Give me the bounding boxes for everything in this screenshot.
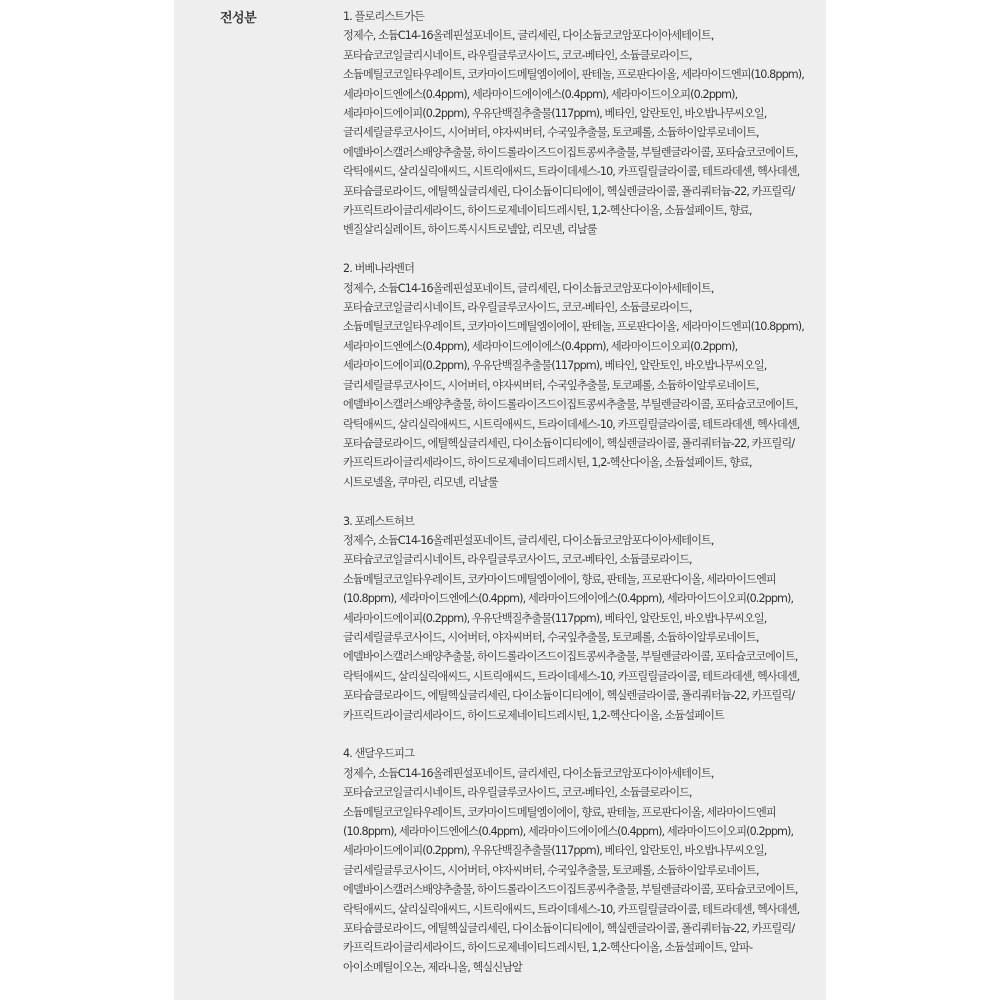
product-name: 4. 샌달우드피그 [343,747,414,761]
product-block [343,512,805,725]
ingredient-text: 정제수, 소듐C14-16올레핀설포네이트, 글리세린, 다이소듐코코암포다이아세테이트, 포타슘코코일글리시네이트, 라우릴글루코사이드, 코코-베타인, 소듐클로라이드, 소듐메틸코코일타우레이트, 코카마이드메틸엠이에이, 향료, 판테놀, 프로판다이올, 세라마이드엔피(10.8ppm), 세라마이드엔에스(0.4ppm), 세라마이드에이에스(0.4ppm), 세라마이드이오피(0.2ppm), 세라마이드에이피(0.2ppm), 우유단백질추출물(117ppm), 베타인, 알란토인, 바오밥나무씨오일, 글리세릴글루코사이드, 시어버터, 야자씨버터, 수국잎추출물, 토코페롤, 소듐하이알루로네이트, 에델바이스캘러스배양추출물, 하이드롤라이즈드이집트콩씨추출물, 부틸렌글라이콜, 포타슘코코에이트, 락틱애씨드, 살리실릭애씨드, 시트릭애씨드, 트라이데세스-10, 카프릴릴글라이콜, 테트라데센, 헥사데센, 포타슘클로라이드, 에틸헥실글리세린, 다이소듐이디티에이, 헥실렌글라이콜, 폴리쿼터늄-22, 카프릴릭/카프릭트라이글리세라이드, 하이드로제네이티드레시틴, 1,2-헥산다이올, 소듐설페이트, 알파-아이소메틸이오논, 제라니올, 헥실신남알 [343,766,800,974]
ingredient-text: 정제수, 소듐C14-16올레핀설포네이트, 글리세린, 다이소듐코코암포다이아세테이트, 포타슘코코일글리시네이트, 라우릴글루코사이드, 코코-베타인, 소듐클로라이드, 소듐메틸코코일타우레이트, 코카마이드메틸엠이에이, 판테놀, 프로판다이올, 세라마이드엔피(10.8ppm), 세라마이드엔에스(0.4ppm), 세라마이드에이에스(0.4ppm), 세라마이드이오피(0.2ppm), 세라마이드에이피(0.2ppm), 우유단백질추출물(117ppm), 베타인, 알란토인, 바오밥나무씨오일, 글리세릴글루코사이드, 시어버터, 야자씨버터, 수국잎추출물, 토코페롤, 소듐하이알루로네이트, 에델바이스캘러스배양추출물, 하이드롤라이즈드이집트콩씨추출물, 부틸렌글라이콜, 포타슘코코에이트, 락틱애씨드, 살리실릭애씨드, 시트릭애씨드, 트라이데세스-10, 카프릴릴글라이콜, 테트라데센, 헥사데센, 포타슘클로라이드, 에틸헥실글리세린, 다이소듐이디티에이, 헥실렌글라이콜, 폴리쿼터늄-22, 카프릴릭/카프릭트라이글리세라이드, 하이드로제네이티드레시틴, 1,2-헥산다이올, 소듐설페이트, 향료, 벤질살리실레이트, 하이드록시시트로넬알, 리모넨, 리날룰 [343,29,804,237]
section-label: 전성분 [220,11,257,26]
ingredients-list [343,7,805,997]
ingredient-text: 정제수, 소듐C14-16올레핀설포네이트, 글리세린, 다이소듐코코암포다이아세테이트, 포타슘코코일글리시네이트, 라우릴글루코사이드, 코코-베타인, 소듐클로라이드, 소듐메틸코코일타우레이트, 코카마이드메틸엠이에이, 향료, 판테놀, 프로판다이올, 세라마이드엔피(10.8ppm), 세라마이드엔에스(0.4ppm), 세라마이드에이에스(0.4ppm), 세라마이드이오피(0.2ppm), 세라마이드에이피(0.2ppm), 우유단백질추출물(117ppm), 베타인, 알란토인, 바오밥나무씨오일, 글리세릴글루코사이드, 시어버터, 야자씨버터, 수국잎추출물, 토코페롤, 소듐하이알루로네이트, 에델바이스캘러스배양추출물, 하이드롤라이즈드이집트콩씨추출물, 부틸렌글라이콜, 포타슘코코에이트, 락틱애씨드, 살리실릭애씨드, 시트릭애씨드, 트라이데세스-10, 카프릴릴글라이콜, 테트라데센, 헥사데센, 포타슘클로라이드, 에틸헥실글리세린, 다이소듐이디티에이, 헥실렌글라이콜, 폴리쿼터늄-22, 카프릴릭/카프릭트라이글리세라이드, 하이드로제네이티드레시틴, 1,2-헥산다이올, 소듐설페이트 [343,533,800,722]
product-block [343,744,805,977]
ingredient-text: 정제수, 소듐C14-16올레핀설포네이트, 글리세린, 다이소듐코코암포다이아세테이트, 포타슘코코일글리시네이트, 라우릴글루코사이드, 코코-베타인, 소듐클로라이드, 소듐메틸코코일타우레이트, 코카마이드메틸엠이에이, 판테놀, 프로판다이올, 세라마이드엔피(10.8ppm), 세라마이드엔에스(0.4ppm), 세라마이드에이에스(0.4ppm), 세라마이드이오피(0.2ppm), 세라마이드에이피(0.2ppm), 우유단백질추출물(117ppm), 베타인, 알란토인, 바오밥나무씨오일, 글리세릴글루코사이드, 시어버터, 야자씨버터, 수국잎추출물, 토코페롤, 소듐하이알루로네이트, 에델바이스캘러스배양추출물, 하이드롤라이즈드이집트콩씨추출물, 부틸렌글라이콜, 포타슘코코에이트, 락틱애씨드, 살리실릭애씨드, 시트릭애씨드, 트라이데세스-10, 카프릴릴글라이콜, 테트라데센, 헥사데센, 포타슘클로라이드, 에틸헥실글리세린, 다이소듐이디티에이, 헥실렌글라이콜, 폴리쿼터늄-22, 카프릴릭/카프릭트라이글리세라이드, 하이드로제네이티드레시틴, 1,2-헥산다이올, 소듐설페이트, 향료, 시트로넬올, 쿠마린, 리모넨, 리날룰 [343,281,804,489]
product-block [343,259,805,492]
product-block [343,7,805,240]
product-name: 2. 버베나라벤더 [343,262,414,276]
product-name: 3. 포레스트허브 [343,514,414,528]
product-name: 1. 플로리스트가든 [343,10,424,23]
ingredients-panel [174,0,826,1000]
